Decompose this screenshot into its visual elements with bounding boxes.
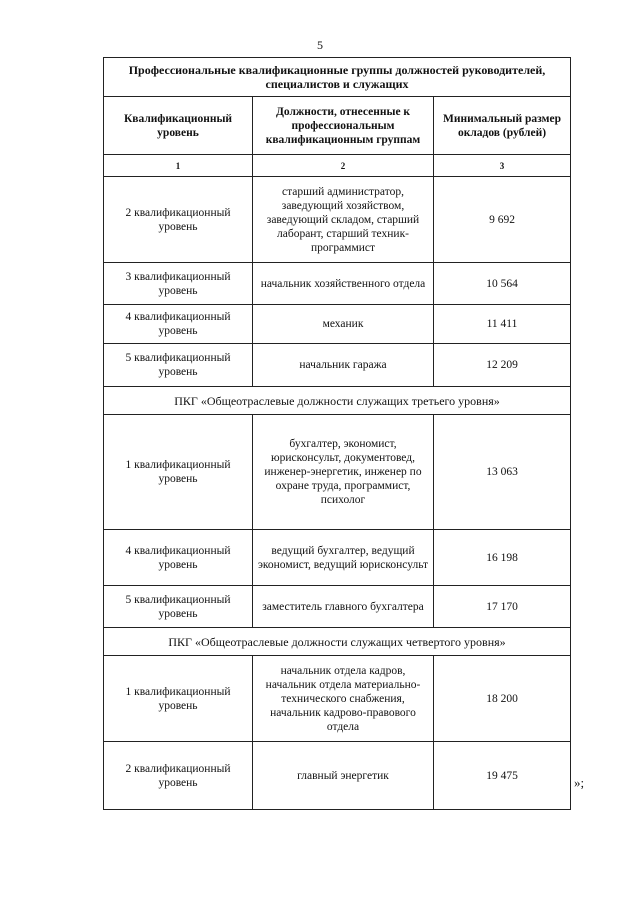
level-cell: 2 квалификационный уровень: [104, 742, 253, 810]
positions-cell: начальник гаража: [253, 344, 434, 387]
positions-cell: главный энергетик: [253, 742, 434, 810]
positions-cell: заместитель главного бухгалтера: [253, 586, 434, 628]
header-level: Квалификационный уровень: [104, 97, 253, 155]
salary-cell: 19 475: [434, 742, 571, 810]
salary-cell: 18 200: [434, 656, 571, 742]
level-cell: 4 квалификационный уровень: [104, 530, 253, 586]
level-cell: 5 квалификационный уровень: [104, 586, 253, 628]
page-number: 5: [317, 38, 323, 52]
salary-cell: 17 170: [434, 586, 571, 628]
table-row: [104, 263, 571, 305]
positions-cell: начальник хозяйственного отдела: [253, 263, 434, 305]
column-number: 1: [104, 155, 253, 177]
header-positions: Должности, отнесенные к профессиональным квалификационным группам: [253, 97, 434, 155]
positions-cell: механик: [253, 305, 434, 344]
group-title: ПКГ «Общеотраслевые должности служащих четвертого уровня»: [104, 628, 571, 656]
salary-cell: 10 564: [434, 263, 571, 305]
table-row: [104, 530, 571, 586]
level-cell: 2 квалификационный уровень: [104, 177, 253, 263]
salary-table: [103, 57, 571, 810]
header-salary: Минимальный размер окладов (рублей): [434, 97, 571, 155]
table-row: [104, 305, 571, 344]
table-row: [104, 586, 571, 628]
level-cell: 1 квалификационный уровень: [104, 415, 253, 530]
salary-cell: 12 209: [434, 344, 571, 387]
positions-cell: ведущий бухгалтер, ведущий экономист, ведущий юрисконсульт: [253, 530, 434, 586]
salary-cell: 16 198: [434, 530, 571, 586]
level-cell: 4 квалификационный уровень: [104, 305, 253, 344]
table-row: [104, 656, 571, 742]
table-title: Профессиональные квалификационные группы должностей руководителей, специалистов и служащих: [104, 58, 571, 97]
salary-cell: 9 692: [434, 177, 571, 263]
level-cell: 5 квалификационный уровень: [104, 344, 253, 387]
table-row: [104, 742, 571, 810]
table-row: [104, 177, 571, 263]
group-title: ПКГ «Общеотраслевые должности служащих третьего уровня»: [104, 387, 571, 415]
column-number: 2: [253, 155, 434, 177]
salary-cell: 11 411: [434, 305, 571, 344]
closing-quote-mark: »;: [574, 775, 585, 790]
column-number: 3: [434, 155, 571, 177]
table-row: [104, 344, 571, 387]
positions-cell: старший администратор, заведующий хозяйством, заведующий складом, старший лаборант, старший техник-программист: [253, 177, 434, 263]
table-row: [104, 415, 571, 530]
positions-cell: начальник отдела кадров, начальник отдела материально-технического снабжения, начальник кадрово-правового отдела: [253, 656, 434, 742]
salary-cell: 13 063: [434, 415, 571, 530]
level-cell: 1 квалификационный уровень: [104, 656, 253, 742]
positions-cell: бухгалтер, экономист, юрисконсульт, документовед, инженер-энергетик, инженер по охране труда, программист, психолог: [253, 415, 434, 530]
level-cell: 3 квалификационный уровень: [104, 263, 253, 305]
